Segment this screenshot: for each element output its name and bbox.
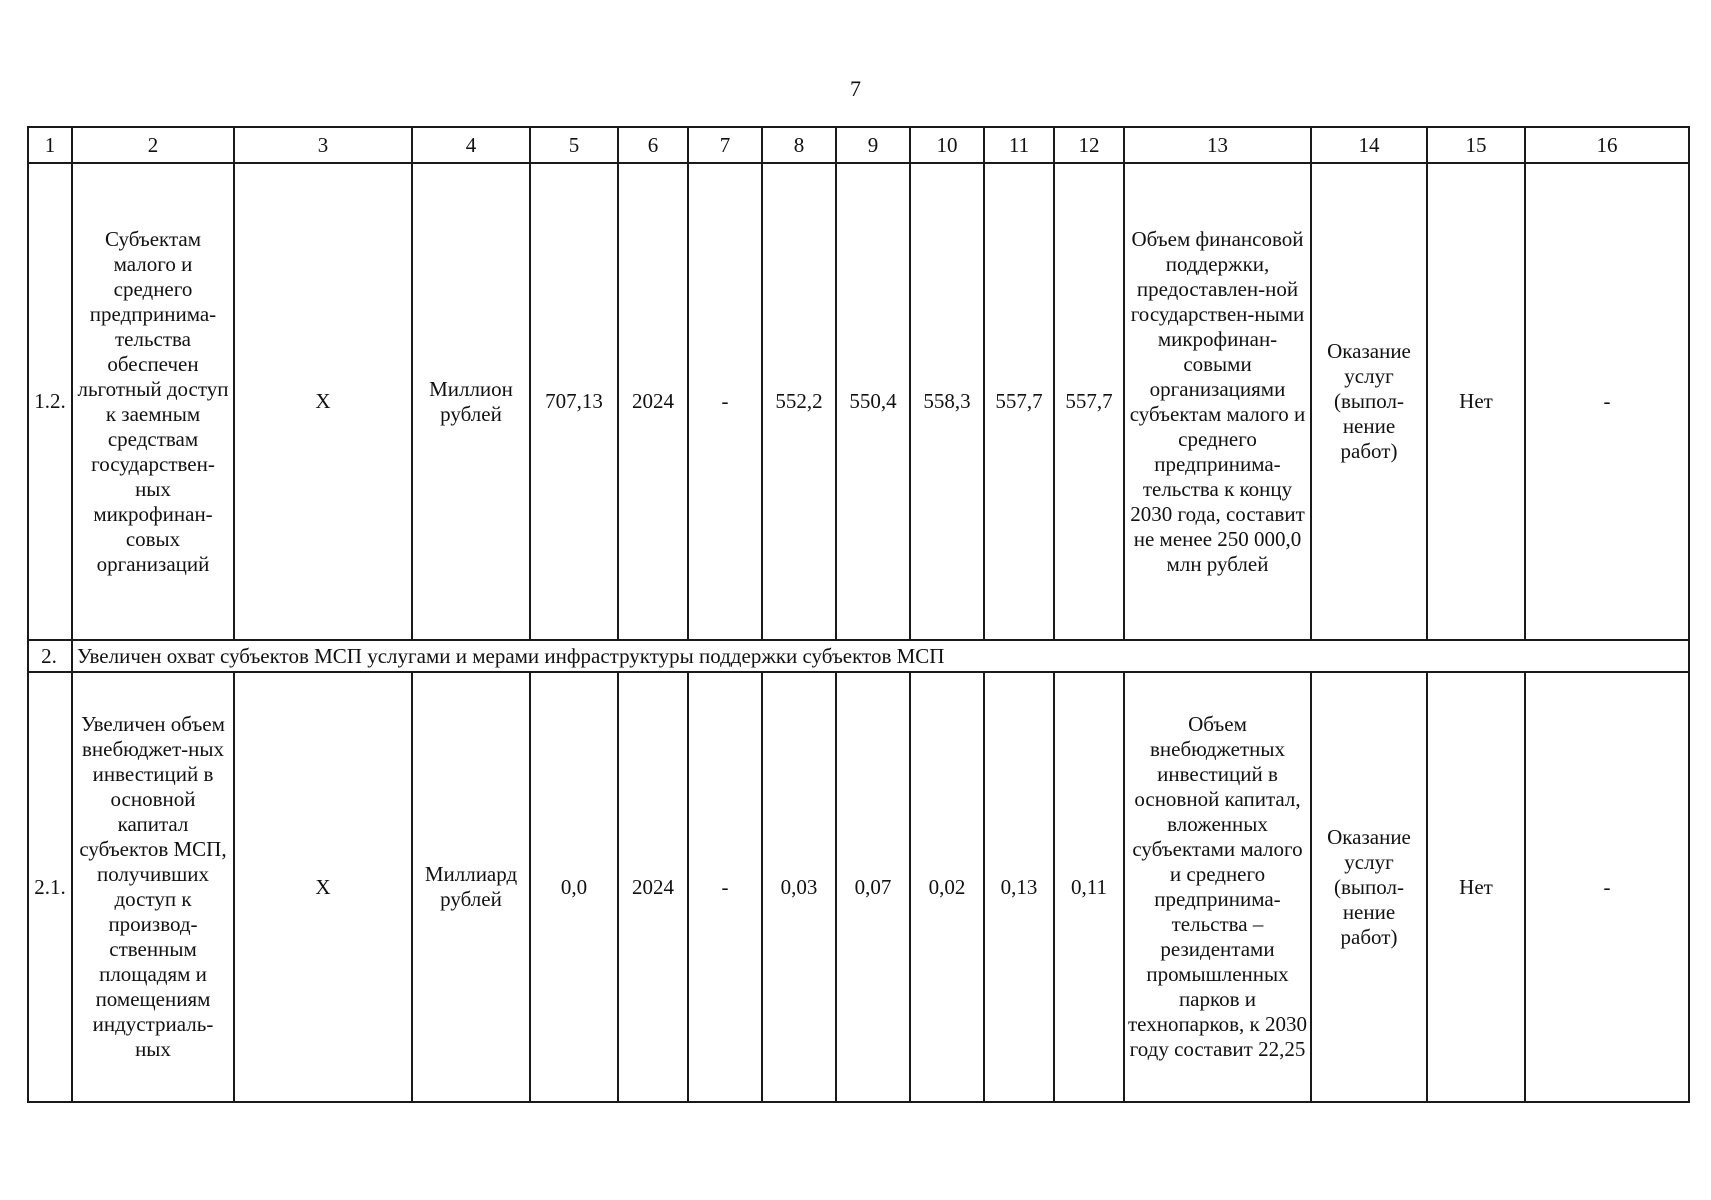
value-cell: 0,07 <box>836 672 910 1102</box>
cell-col15: Нет <box>1427 672 1525 1102</box>
cell-col3: Х <box>234 163 412 640</box>
result-description: Объем финансовой поддержки, предоставлен-ной государствен-ными микрофинан-совыми организациями субъектам малого и среднего предпринима-тельства к концу 2030 года, составит не менее 250 000,0 млн рублей <box>1124 163 1311 640</box>
column-header: 7 <box>688 127 762 163</box>
section-row <box>28 640 1689 672</box>
unit-cell: Миллион рублей <box>412 163 530 640</box>
cell-col7: - <box>688 672 762 1102</box>
unit-cell: Миллиард рублей <box>412 672 530 1102</box>
base-value-cell: 0,0 <box>530 672 618 1102</box>
section-number: 2. <box>28 640 72 672</box>
type-cell: Оказание услуг (выпол-нение работ) <box>1311 163 1427 640</box>
row-number: 2.1. <box>28 672 72 1102</box>
cell-col3: Х <box>234 672 412 1102</box>
table-row <box>28 163 1689 640</box>
column-header: 5 <box>530 127 618 163</box>
column-header: 8 <box>762 127 836 163</box>
value-cell: 0,03 <box>762 672 836 1102</box>
page-number: 7 <box>850 76 861 101</box>
column-header: 6 <box>618 127 688 163</box>
value-cell: 558,3 <box>910 163 984 640</box>
result-description: Объем внебюджетных инвестиций в основной капитал, вложенных субъектами малого и среднего предпринима-тельства – резидентами промышленных парков и технопарков, к 2030 году составит 22,25 <box>1124 672 1311 1102</box>
value-cell: 0,11 <box>1054 672 1124 1102</box>
column-header: 9 <box>836 127 910 163</box>
type-cell: Оказание услуг (выпол-нение работ) <box>1311 672 1427 1102</box>
column-header: 15 <box>1427 127 1525 163</box>
column-header: 2 <box>72 127 234 163</box>
column-header: 16 <box>1525 127 1689 163</box>
cell-col16: - <box>1525 672 1689 1102</box>
section-title: Увеличен охват субъектов МСП услугами и мерами инфраструктуры поддержки субъектов МСП <box>72 640 1689 672</box>
column-header: 1 <box>28 127 72 163</box>
base-year-cell: 2024 <box>618 672 688 1102</box>
indicator-name: Субъектам малого и среднего предпринима-тельства обеспечен льготный доступ к заемным средствам государствен-ных микрофинан-совых организаций <box>72 163 234 640</box>
column-header: 4 <box>412 127 530 163</box>
column-number-row <box>28 127 1689 163</box>
base-year-cell: 2024 <box>618 163 688 640</box>
cell-col7: - <box>688 163 762 640</box>
value-cell: 0,13 <box>984 672 1054 1102</box>
base-value-cell: 707,13 <box>530 163 618 640</box>
value-cell: 550,4 <box>836 163 910 640</box>
indicator-name: Увеличен объем внебюджет-ных инвестиций в основной капитал субъектов МСП, получивших доступ к производ-ственным площадям и помещениям индустриаль-ных <box>72 672 234 1102</box>
column-header: 14 <box>1311 127 1427 163</box>
value-cell: 557,7 <box>1054 163 1124 640</box>
column-header: 12 <box>1054 127 1124 163</box>
indicators-table <box>27 126 1690 1103</box>
cell-col16: - <box>1525 163 1689 640</box>
column-header: 10 <box>910 127 984 163</box>
column-header: 3 <box>234 127 412 163</box>
table-row <box>28 672 1689 1102</box>
column-header: 13 <box>1124 127 1311 163</box>
value-cell: 557,7 <box>984 163 1054 640</box>
cell-col15: Нет <box>1427 163 1525 640</box>
column-header: 11 <box>984 127 1054 163</box>
value-cell: 0,02 <box>910 672 984 1102</box>
value-cell: 552,2 <box>762 163 836 640</box>
row-number: 1.2. <box>28 163 72 640</box>
